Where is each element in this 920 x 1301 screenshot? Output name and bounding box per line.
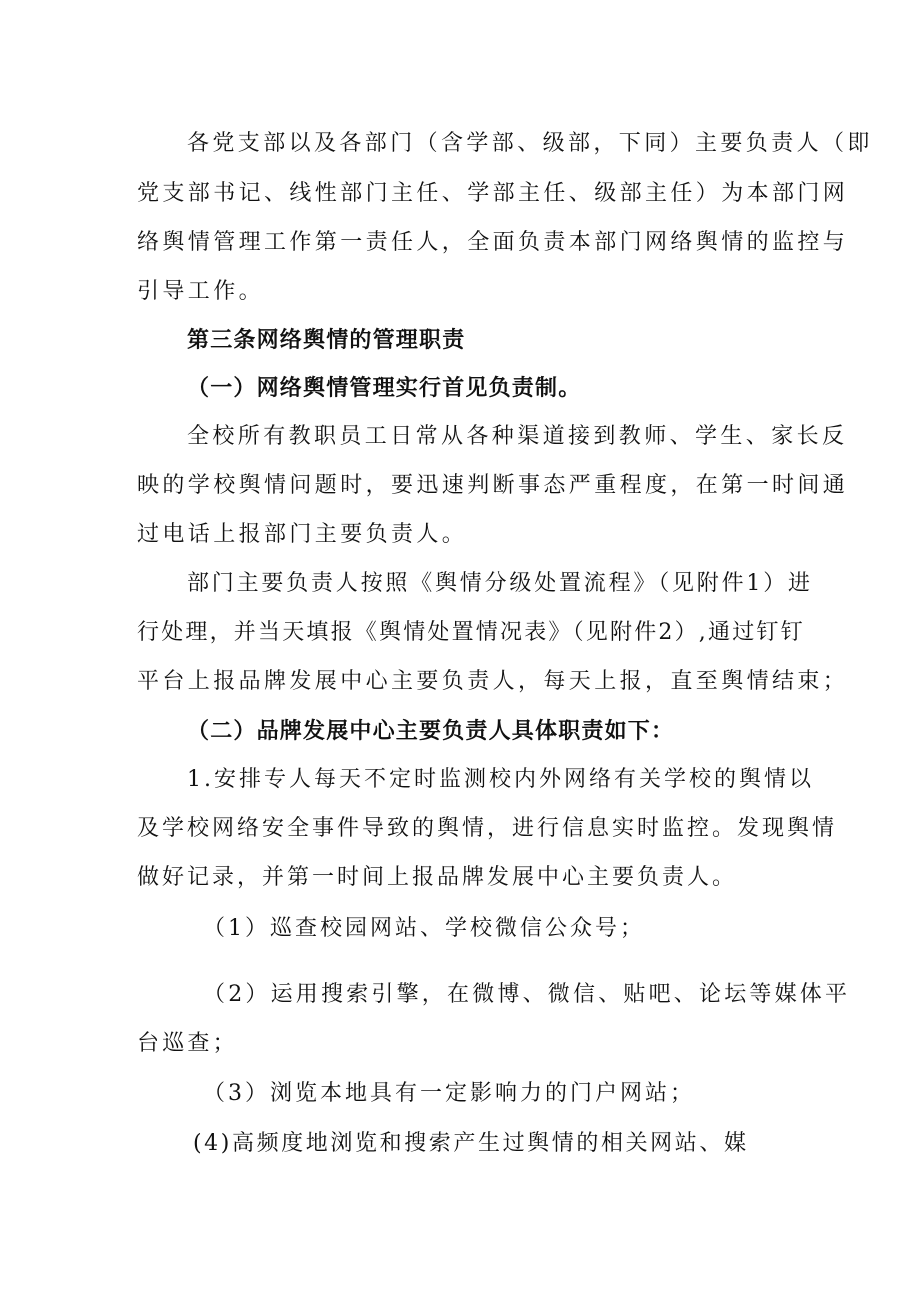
list-item: （1）巡查校园网站、学校微信公众号；	[203, 916, 645, 941]
section-heading: 第三条网络舆情的管理职责	[187, 327, 466, 353]
list-item: (4)高频度地浏览和搜索产生过舆情的相关网站、媒	[193, 1131, 749, 1156]
paragraph-line: 1.安排专人每天不定时监测校内外网络有关学校的舆情以	[187, 767, 814, 792]
paragraph-line: 过电话上报部门主要负责人。	[137, 522, 468, 547]
subsection-heading: （一）网络舆情管理实行首见负责制。	[187, 375, 582, 401]
paragraph-line: 及学校网络安全事件导致的舆情，进行信息实时监控。发现舆情	[137, 816, 838, 841]
paragraph-line: 络舆情管理工作第一责任人，全面负责本部门网络舆情的监控与	[137, 230, 849, 255]
paragraph-line: 部门主要负责人按照《舆情分级处置流程》（见附件1）进	[187, 571, 813, 596]
paragraph-line: 各党支部以及各部门（含学部、级部，下同）主要负责人（即	[187, 131, 873, 156]
paragraph-line: 党支部书记、线性部门主任、学部主任、级部主任）为本部门网	[137, 181, 849, 206]
list-item: （3）浏览本地具有一定影响力的门户网站；	[203, 1081, 695, 1106]
paragraph-line: 平台上报品牌发展中心主要负责人，每天上报，直至舆情结束；	[137, 669, 849, 694]
list-item: （2）运用搜索引擎，在微博、微信、贴吧、论坛等媒体平	[203, 982, 851, 1007]
list-item-continuation: 台巡查；	[137, 1031, 238, 1056]
subsection-heading: （二）品牌发展中心主要负责人具体职责如下：	[187, 718, 675, 744]
paragraph-line: 行处理，并当天填报《舆情处置情况表》（见附件2）,通过钉钉	[137, 620, 805, 645]
paragraph-line: 做好记录，并第一时间上报品牌发展中心主要负责人。	[137, 865, 738, 890]
paragraph-line: 映的学校舆情问题时，要迅速判断事态严重程度，在第一时间通	[137, 473, 849, 498]
paragraph-line: 全校所有教职员工日常从各种渠道接到教师、学生、家长反	[187, 424, 848, 449]
paragraph-line: 引导工作。	[137, 279, 265, 304]
